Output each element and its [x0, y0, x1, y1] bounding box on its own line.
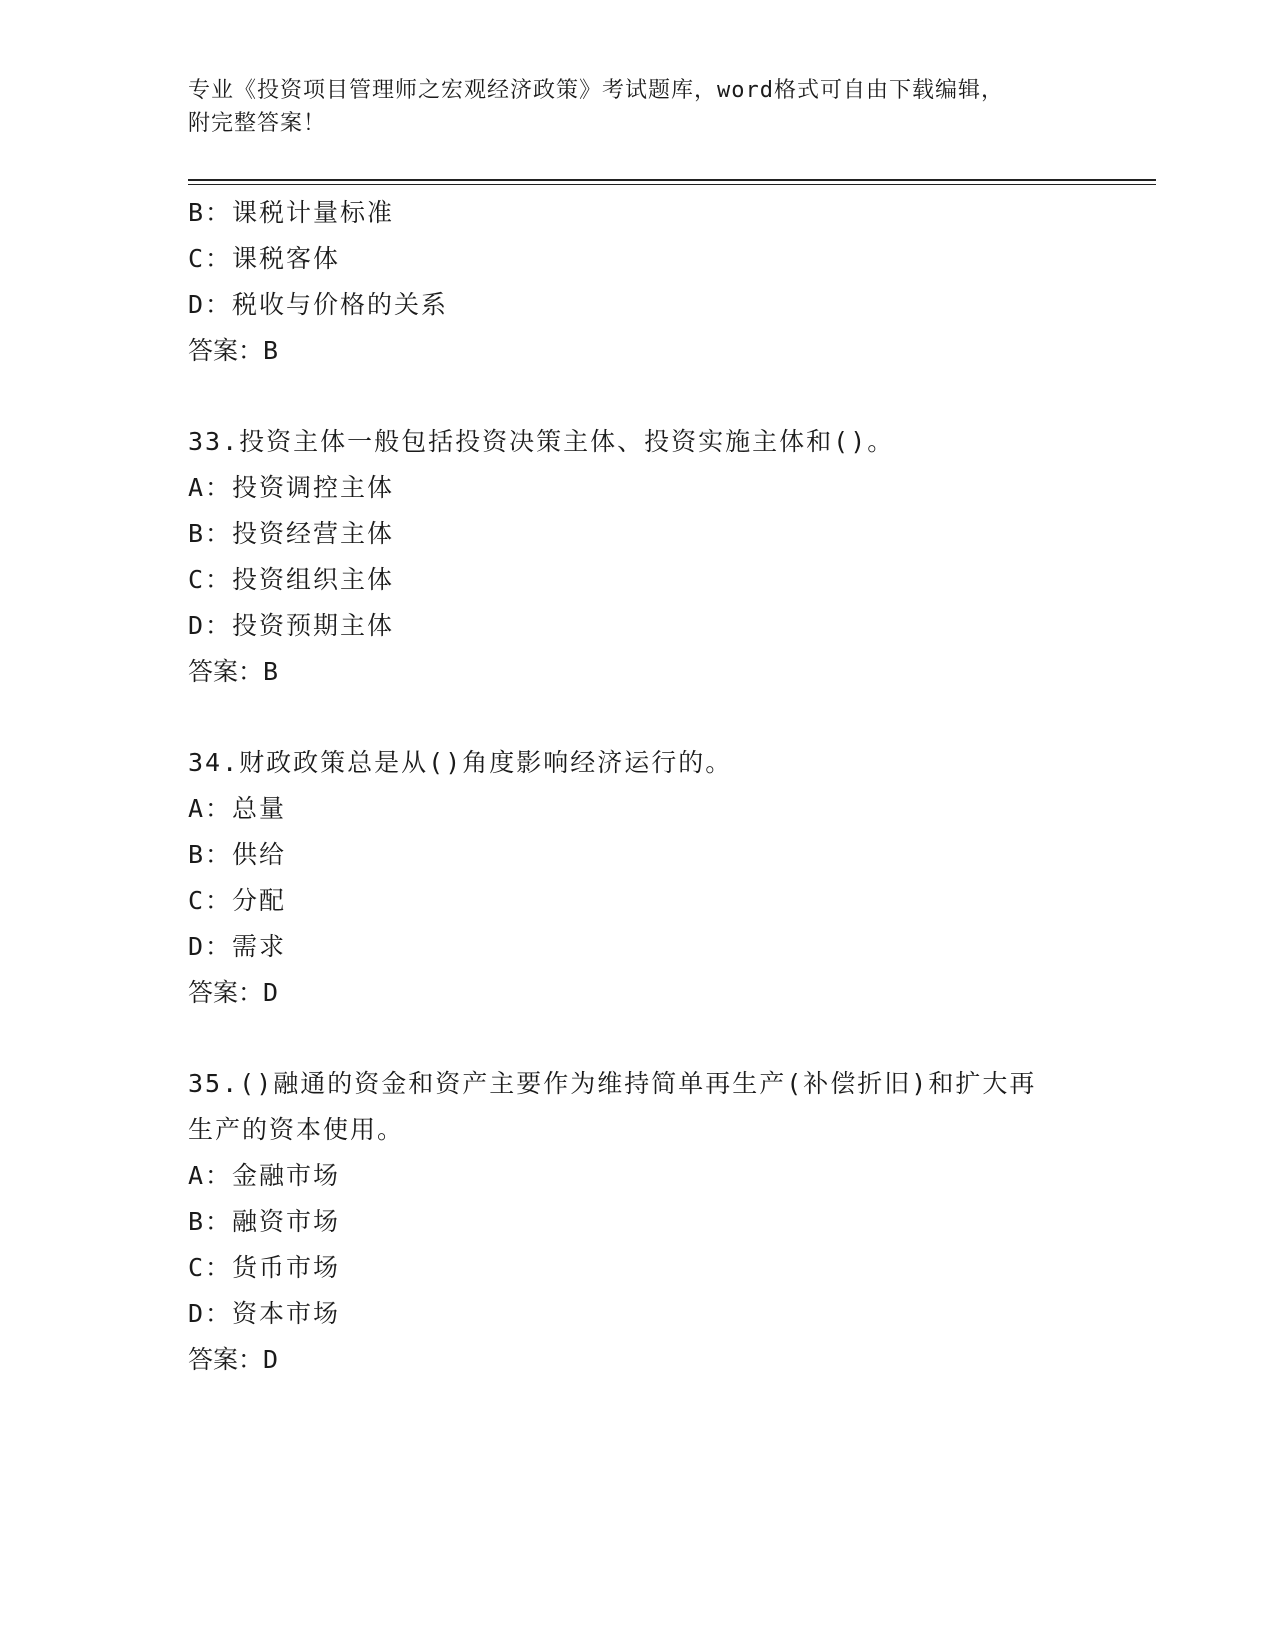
option-c: C：分配 — [188, 886, 287, 915]
option-b: B：课税计量标准 — [188, 198, 395, 227]
option-b: B：投资经营主体 — [188, 519, 395, 548]
answer-value: B — [263, 657, 279, 686]
answer-label: 答案： — [188, 978, 264, 1007]
answer-value: B — [263, 336, 279, 365]
option-b: B：融资市场 — [188, 1207, 341, 1236]
header-divider-thick — [188, 179, 1156, 181]
option-d: D：需求 — [188, 932, 287, 961]
option-c: C：投资组织主体 — [188, 565, 395, 594]
option-c: C：课税客体 — [188, 244, 341, 273]
option-c: C：货币市场 — [188, 1253, 341, 1282]
option-d: D：税收与价格的关系 — [188, 290, 449, 319]
question-text-line-1: 35.()融通的资金和资产主要作为维持简单再生产(补偿折旧)和扩大再 — [188, 1069, 1037, 1098]
answer-line — [188, 970, 1088, 1016]
answer-value: D — [263, 1345, 279, 1374]
answer-label: 答案： — [188, 336, 264, 365]
document-header — [188, 74, 1088, 140]
answer-label: 答案： — [188, 657, 264, 686]
option-a: A：金融市场 — [188, 1161, 341, 1190]
answer-value: D — [263, 978, 279, 1007]
question-32-continuation — [188, 190, 1088, 374]
question-list — [188, 190, 1088, 1383]
option-a: A：投资调控主体 — [188, 473, 395, 502]
question-34 — [188, 740, 1088, 1016]
question-text-line-2: 生产的资本使用。 — [188, 1115, 405, 1144]
answer-line — [188, 649, 1088, 695]
question-spacer — [188, 695, 1088, 740]
option-b: B：供给 — [188, 840, 287, 869]
question-text: 34.财政政策总是从()角度影响经济运行的。 — [188, 748, 733, 777]
question-33 — [188, 419, 1088, 695]
header-line-2: 附完整答案！ — [188, 111, 327, 136]
question-spacer — [188, 374, 1088, 419]
answer-line — [188, 328, 1088, 374]
question-spacer — [188, 1016, 1088, 1061]
header-divider-thin — [188, 184, 1156, 185]
option-a: A：总量 — [188, 794, 287, 823]
answer-line — [188, 1337, 1088, 1383]
question-35 — [188, 1061, 1088, 1383]
question-text: 33.投资主体一般包括投资决策主体、投资实施主体和()。 — [188, 427, 895, 456]
answer-label: 答案： — [188, 1345, 264, 1374]
option-d: D：投资预期主体 — [188, 611, 395, 640]
option-d: D：资本市场 — [188, 1299, 341, 1328]
header-line-1: 专业《投资项目管理师之宏观经济政策》考试题库，word格式可自由下载编辑， — [188, 78, 1004, 103]
